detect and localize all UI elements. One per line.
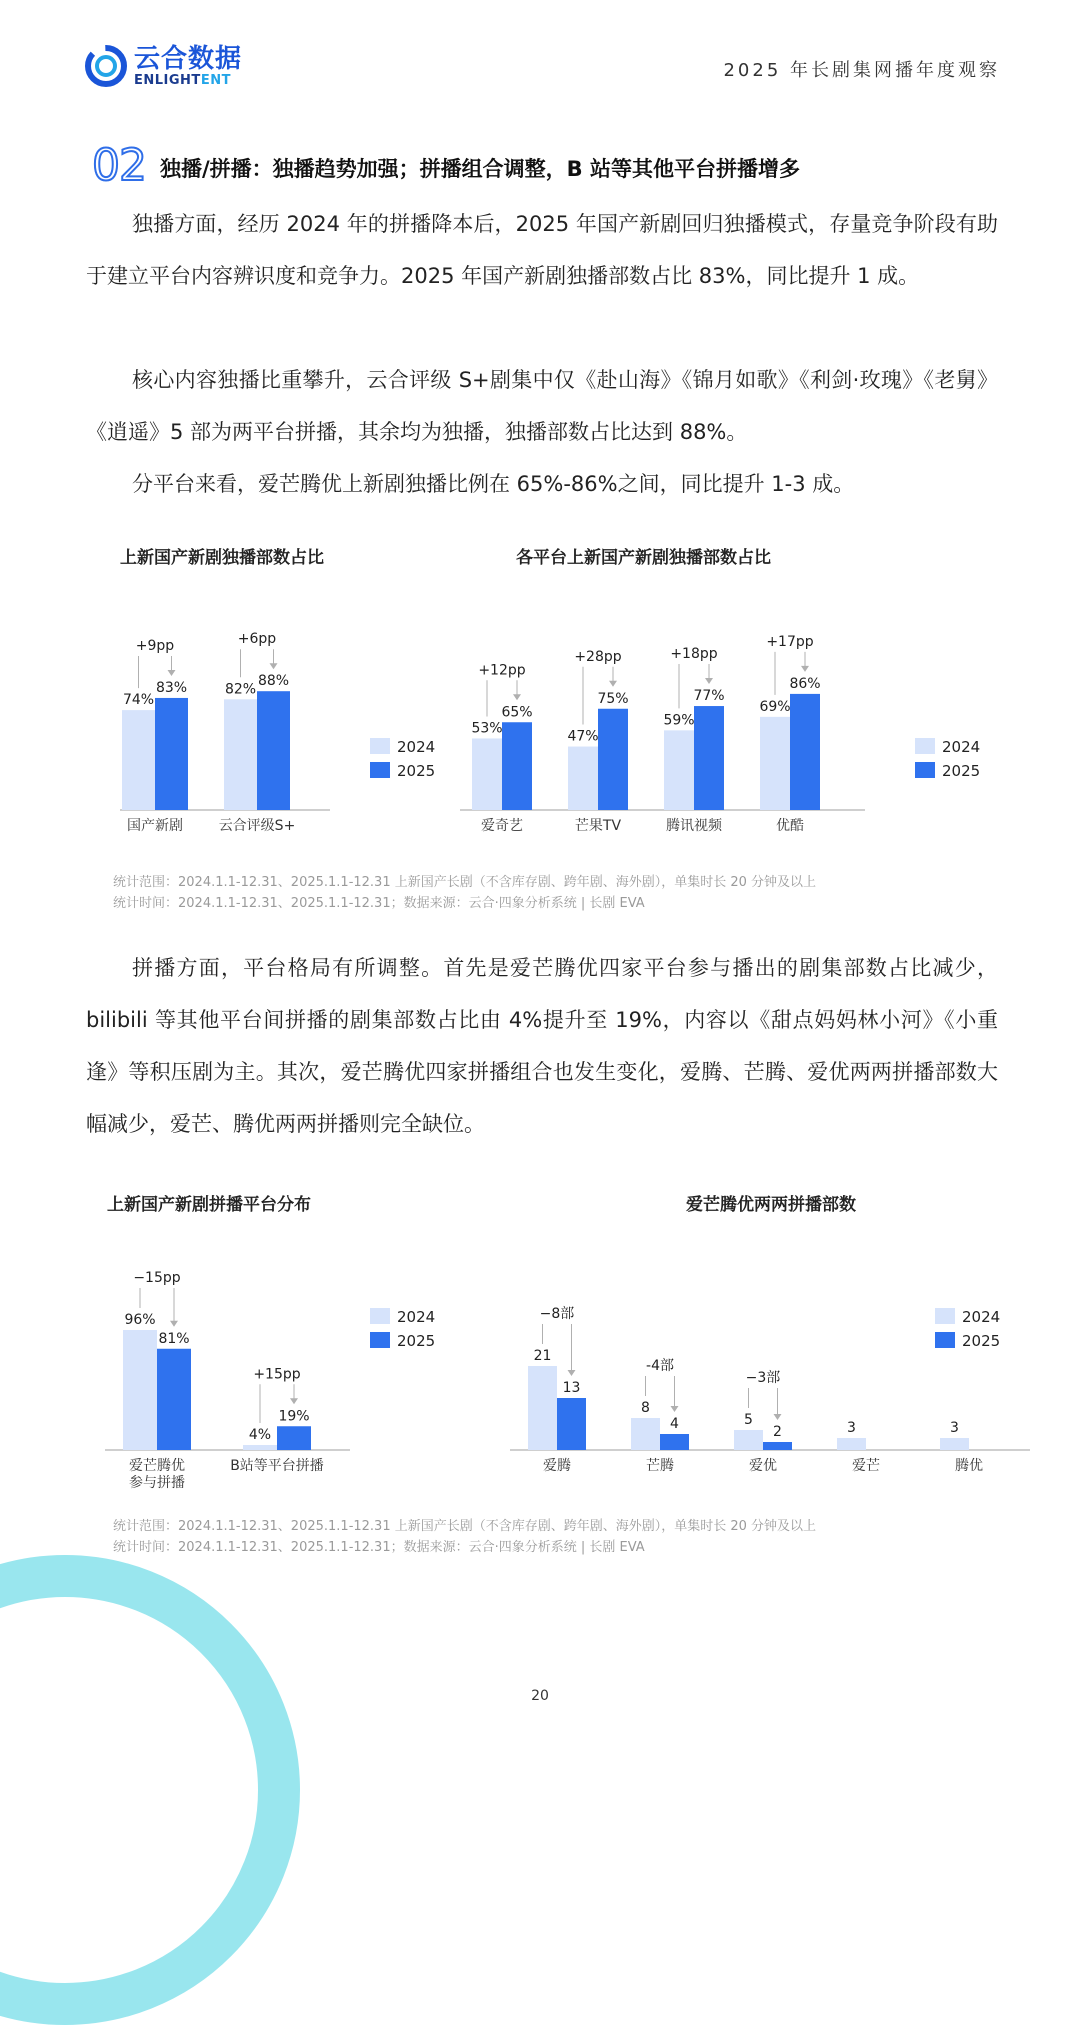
category-label: 爱芒腾优 [129,1458,185,1474]
legend-label-2025: 2025 [397,1332,436,1350]
value-label-2024: 47% [567,728,599,745]
value-label-2024: 74% [122,692,155,709]
legend-label-2024: 2024 [397,1308,436,1326]
note-scope: 统计范围：2024.1.1-12.31、2025.1.1-12.31 上新国产长剧（不含库存剧、跨年剧、海外剧），单集时长 20 分钟及以上 [113,875,817,890]
bar-2024 [224,699,257,810]
delta-label: -4部 [646,1358,674,1374]
bar-2025 [157,1349,191,1450]
legend-swatch-2024 [915,738,935,754]
legend-swatch-2025 [915,762,935,778]
note-scope-2: 统计范围：2024.1.1-12.31、2025.1.1-12.31 上新国产长剧（不含库存剧、跨年剧、海外剧），单集时长 20 分钟及以上 [113,1519,817,1534]
value-label-2024: 21 [533,1348,552,1364]
value-label-2024: 4% [248,1427,272,1443]
decorative-arc [0,1555,300,2025]
delta-label: −8部 [539,1306,575,1322]
delta-arrow-icon [270,663,278,669]
value-label-2024: 82% [224,681,257,698]
delta-arrow-icon [568,1370,576,1376]
legend-label-2024: 2024 [397,738,436,756]
bar-2024 [568,747,598,810]
category-label: 腾优 [955,1458,983,1474]
delta-arrow-icon [801,666,809,672]
delta-label: +28pp [574,648,622,665]
logo-ring-icon [84,44,128,88]
value-label-2024: 8 [641,1400,650,1416]
bar-2025 [598,709,628,810]
bar-2024 [837,1438,866,1450]
bar-2024 [122,710,155,810]
logo-chinese: 云合数据 [134,43,243,74]
category-label: B站等平台拼播 [230,1458,324,1474]
chart-platform-exclusive-share [455,600,1025,840]
value-label-2025: 88% [257,673,290,690]
legend-swatch-2025 [370,762,390,778]
delta-arrow-icon [671,1406,679,1412]
bar-2024 [734,1430,763,1450]
bar-2025 [277,1426,311,1450]
legend-label-2025: 2025 [942,762,981,780]
value-label-2025: 4 [670,1416,679,1432]
bar-2025 [557,1398,586,1450]
delta-arrow-icon [290,1398,298,1404]
legend-swatch-2024 [370,1308,390,1324]
section-number: 02 [92,140,146,191]
bar-2024 [664,730,694,810]
bar-2024 [760,717,790,810]
bar-2025 [694,706,724,810]
bar-2025 [790,694,820,810]
value-label-2025: 81% [158,1330,190,1347]
chart3-title: 上新国产新剧拼播平台分布 [107,1195,311,1215]
category-label: 国产新剧 [127,818,183,834]
category-label: 爱腾 [543,1458,571,1474]
value-label-2025: 75% [597,690,629,707]
category-label: 参与拼播 [129,1475,185,1491]
note-time: 统计时间：2024.1.1-12.31、2025.1.1-12.31；数据来源：云合·四象分析系统 | 长剧 EVA [113,896,645,911]
bar-2025 [660,1434,689,1450]
paragraph-co-broadcast: 拼播方面，平台格局有所调整。首先是爱芒腾优四家平台参与播出的剧集部数占比减少，bilibili 等其他平台间拼播的剧集部数占比由 4%提升至 19%，内容以《甜点妈妈林小河》《小重逢》等积压剧为主。其次，爱芒腾优四家拼播组合也发生变化，爱腾、芒腾、爱优两两拼播部数大幅减少，爱芒、腾优两两拼播则完全缺位。 [86,956,998,1136]
category-label: 爱优 [749,1458,777,1474]
delta-arrow-icon [168,670,176,676]
delta-label: +9pp [135,637,175,654]
delta-label: +12pp [478,662,526,679]
category-label: 优酷 [776,818,804,834]
delta-arrow-icon [513,694,521,700]
bar-2024 [243,1445,277,1450]
legend-label-2024: 2024 [942,738,981,756]
delta-label: +17pp [766,633,814,650]
category-label: 芒腾 [646,1458,674,1474]
category-label: 云合评级S+ [218,818,296,834]
legend-label-2025: 2025 [962,1332,1001,1350]
paragraph-platforms: 分平台来看，爱芒腾优上新剧独播比例在 65%-86%之间，同比提升 1-3 成。 [132,472,855,496]
category-label: 爱奇艺 [481,818,523,834]
category-label: 爱芒 [852,1458,880,1474]
brand-logo [84,44,242,88]
delta-label: +15pp [253,1366,301,1383]
value-label-2025: 19% [278,1408,310,1425]
bar-2025 [763,1442,792,1450]
chart-exclusive-share [110,600,450,840]
legend-swatch-2024 [935,1308,955,1324]
chart-co-broadcast-distribution [100,1240,480,1500]
logo-english: ENLIGHTENT [134,72,231,88]
legend-swatch-2025 [370,1332,390,1348]
value-label-2024: 59% [663,712,695,729]
bar-2025 [502,722,532,810]
value-label-2024: 5 [744,1412,753,1428]
value-label-2025: 2 [773,1424,782,1440]
bar-2025 [257,691,290,810]
value-label-2024: 53% [471,720,503,737]
value-label-2024: 3 [950,1420,959,1436]
delta-arrow-icon [705,678,713,684]
chart4-title: 爱芒腾优两两拼播部数 [686,1195,856,1215]
chart2-title: 各平台上新国产新剧独播部数占比 [516,548,771,568]
value-label-2025: 77% [693,688,725,705]
value-label-2024: 96% [124,1312,156,1328]
value-label-2024: 69% [759,698,791,715]
legend-swatch-2025 [935,1332,955,1348]
delta-arrow-icon [170,1321,178,1327]
page-number: 20 [531,1688,549,1704]
value-label-2025: 86% [789,675,821,692]
paragraph-core-content: 核心内容独播比重攀升，云合评级 S+剧集中仅《赴山海》《锦月如歌》《利剑·玫瑰》《老舅》《逍遥》5 部为两平台拼播，其余均为独播，独播部数占比达到 88%。 [86,368,998,444]
bar-2024 [528,1366,557,1450]
section-title: 独播/拼播：独播趋势加强；拼播组合调整，B 站等其他平台拼播增多 [160,157,800,181]
delta-label: +18pp [670,646,718,663]
chart1-title: 上新国产新剧独播部数占比 [120,548,324,568]
report-title: 2025 年长剧集网播年度观察 [723,60,1000,81]
category-label: 芒果TV [574,818,622,834]
legend-swatch-2024 [370,738,390,754]
delta-label: +6pp [237,631,277,648]
value-label-2025: 13 [562,1380,581,1396]
delta-arrow-icon [609,681,617,687]
paragraph-exclusive: 独播方面，经历 2024 年的拼播降本后，2025 年国产新剧回归独播模式，存量竞争阶段有助于建立平台内容辨识度和竞争力。2025 年国产新剧独播部数占比 83%，同比提升 1 成。 [86,212,998,288]
delta-label: −15pp [133,1270,181,1286]
legend-label-2024: 2024 [962,1308,1001,1326]
bar-2025 [155,698,188,810]
bar-2024 [631,1418,660,1450]
value-label-2025: 65% [501,704,533,721]
delta-arrow-icon [774,1414,782,1420]
bar-2024 [472,738,502,810]
note-time-2: 统计时间：2024.1.1-12.31、2025.1.1-12.31；数据来源：云合·四象分析系统 | 长剧 EVA [113,1540,645,1555]
category-label: 腾讯视频 [666,818,722,834]
delta-label: −3部 [745,1370,781,1386]
value-label-2024: 3 [847,1420,856,1436]
legend-label-2025: 2025 [397,762,436,780]
value-label-2025: 83% [155,679,188,696]
chart-pairwise-co-broadcast [505,1240,1045,1500]
bar-2024 [123,1330,157,1450]
bar-2024 [940,1438,969,1450]
